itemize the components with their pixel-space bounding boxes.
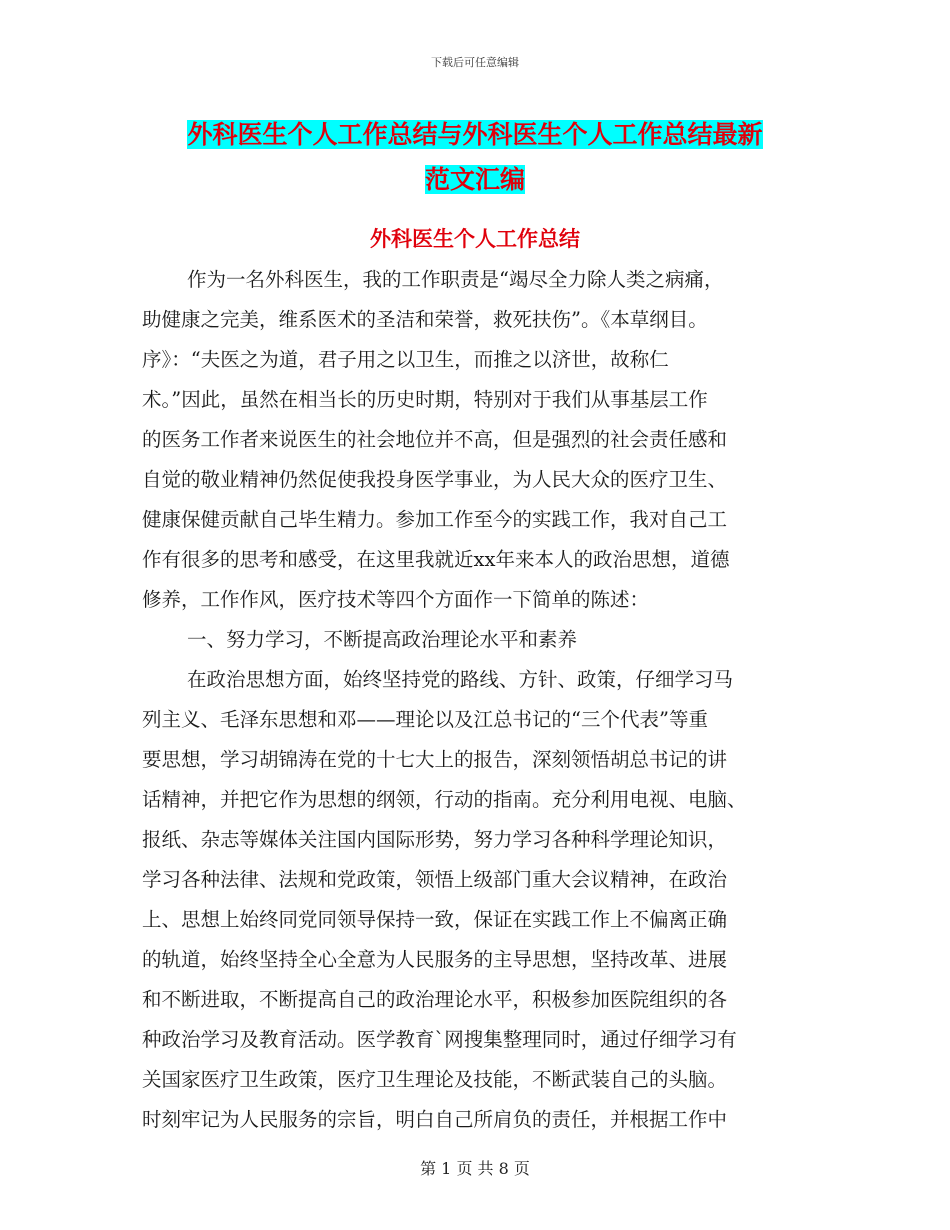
text-line: 序》：“夫医之为道，君子用之以卫生，而推之以济世，故称仁 — [142, 348, 669, 371]
text-line: 在政治思想方面，始终坚持党的路线、方针、政策，仔细学习马 — [187, 668, 734, 691]
text-line: 上、思想上始终同党同领导保持一致，保证在实践工作上不偏离正确 — [142, 908, 728, 931]
text-line: 健康保健贡献自己毕生精力。参加工作至今的实践工作，我对自己工 — [142, 508, 728, 531]
text-line: 助健康之完美，维系医术的圣洁和荣誉，救死扶伤”。《本草纲目。 — [142, 308, 708, 331]
text-line: 列主义、毛泽东思想和邓——理论以及江总书记的“三个代表”等重 — [142, 708, 708, 731]
page-footer: 第 1 页 共 8 页 — [420, 1159, 530, 1178]
document-title-line-2: 范文汇编 — [424, 165, 525, 194]
text-line: 报纸、杂志等媒体关注国内国际形势，努力学习各种科学理论知识， — [142, 828, 728, 851]
text-line: 种政治学习及教育活动。医学教育`网搜集整理同时，通过仔细学习有 — [142, 1028, 737, 1051]
page-header: 下载后可任意编辑 — [431, 56, 519, 69]
text-line: 学习各种法律、法规和党政策，领悟上级部门重大会议精神，在政治 — [142, 868, 728, 891]
text-line: 自觉的敬业精神仍然促使我投身医学事业，为人民大众的医疗卫生、 — [142, 468, 728, 491]
text-line: 的轨道，始终坚持全心全意为人民服务的主导思想，坚持改革、进展 — [142, 948, 728, 971]
document-title-line-1: 外科医生个人工作总结与外科医生个人工作总结最新 — [187, 120, 763, 149]
text-line: 时刻牢记为人民服务的宗旨，明白自己所肩负的责任，并根据工作中 — [142, 1108, 728, 1131]
document-title — [150, 112, 800, 202]
body-text — [142, 260, 810, 1140]
text-line: 修养，工作作风，医疗技术等四个方面作一下简单的陈述： — [142, 588, 650, 611]
text-line: 和不断进取，不断提高自己的政治理论水平，积极参加医院组织的各 — [142, 988, 728, 1011]
section-title: 外科医生个人工作总结 — [370, 227, 580, 251]
text-line: 术。”因此，虽然在相当长的历史时期，特别对于我们从事基层工作 — [142, 388, 708, 411]
section-heading: 一、努力学习，不断提高政治理论水平和素养 — [187, 628, 578, 651]
text-line: 作有很多的思考和感受，在这里我就近xx年来本人的政治思想，道德 — [142, 548, 730, 571]
text-line: 话精神，并把它作为思想的纲领，行动的指南。充分利用电视、电脑、 — [142, 788, 747, 811]
text-line: 要思想，学习胡锦涛在党的十七大上的报告，深刻领悟胡总书记的讲 — [142, 748, 728, 771]
text-line: 作为一名外科医生，我的工作职责是“竭尽全力除人类之病痛， — [187, 268, 724, 291]
text-line: 的医务工作者来说医生的社会地位并不高，但是强烈的社会责任感和 — [142, 428, 728, 451]
text-line: 关国家医疗卫生政策，医疗卫生理论及技能，不断武装自己的头脑。 — [142, 1068, 728, 1091]
